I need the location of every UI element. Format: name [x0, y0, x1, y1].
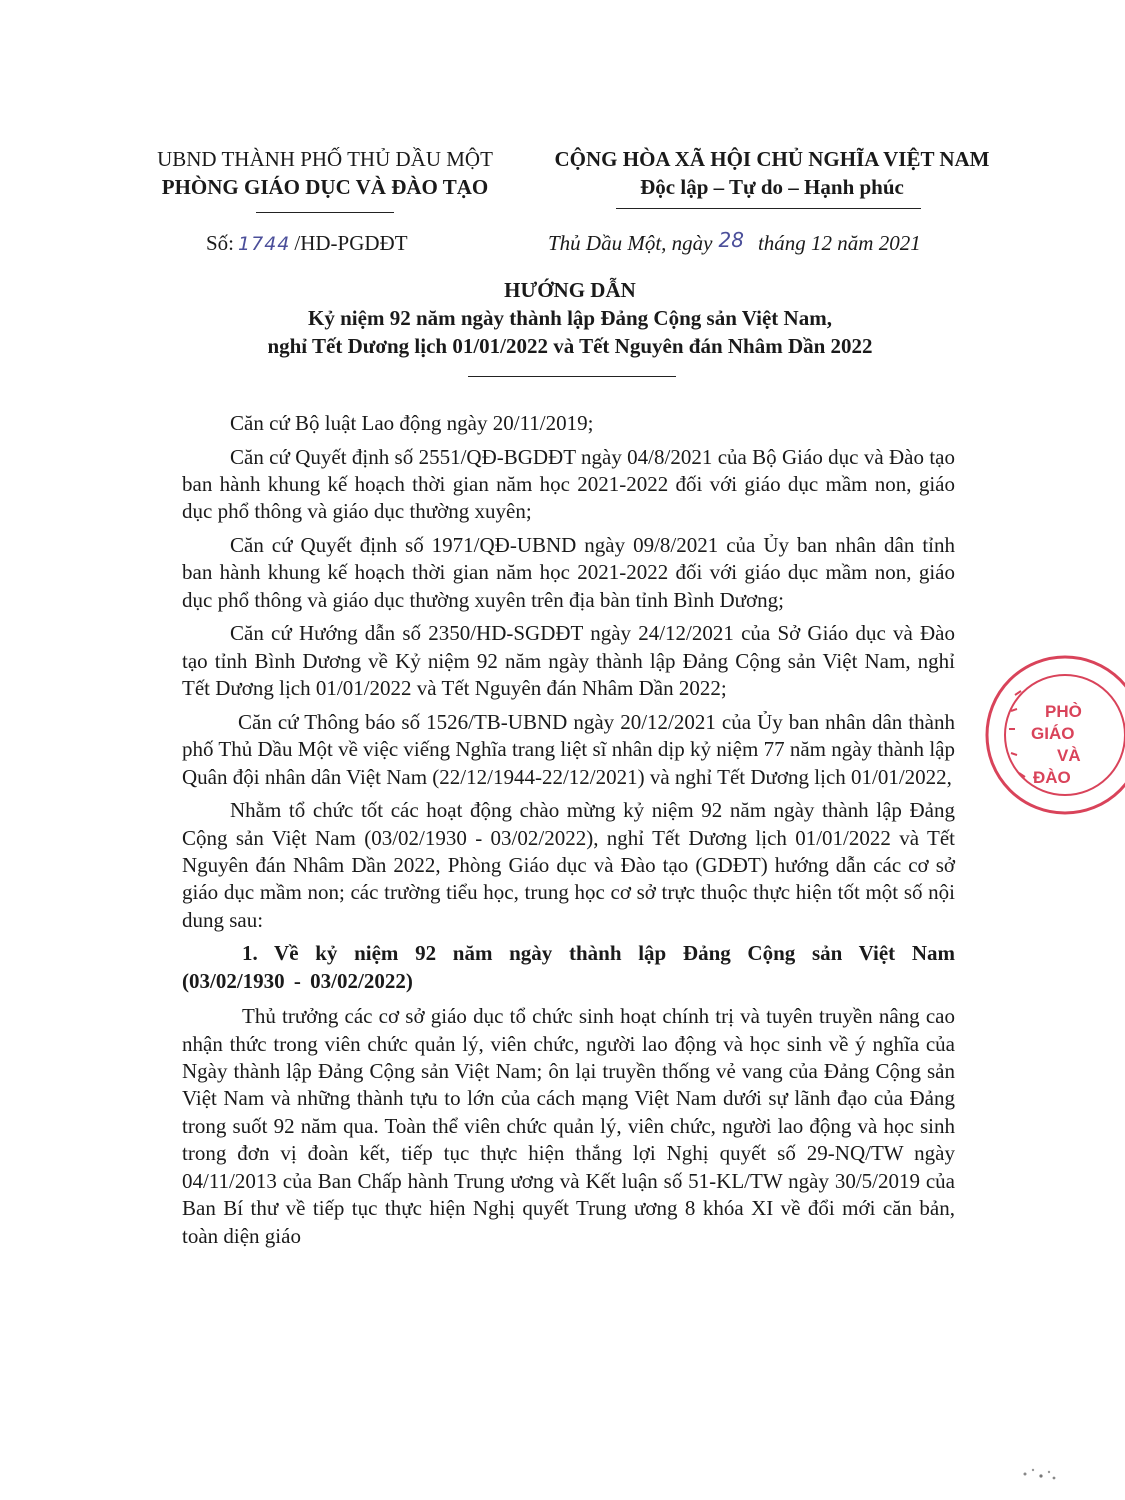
handwritten-day: 28: [718, 228, 744, 252]
title-line-1: Kỷ niệm 92 năm ngày thành lập Đảng Cộng sản Việt Nam,: [308, 306, 832, 330]
issuing-authority: [120, 145, 530, 201]
svg-text:PHÒ: PHÒ: [1045, 702, 1082, 721]
paragraph-legal-basis-3: Căn cứ Quyết định số 1971/QĐ-UBND ngày 09/8/2021 của Ủy ban nhân dân tỉnh ban hành khung kế hoạch thời gian năm học 2021-2022 đối với giáo dục mầm non, giáo dục phổ thông và giáo dục thường xuyên trên địa bàn tỉnh Bình Dương;: [182, 533, 955, 612]
number-suffix: /HD-PGDĐT: [294, 231, 408, 255]
paragraph-section-1: Thủ trưởng các cơ sở giáo dục tổ chức sinh hoạt chính trị và tuyên truyền nâng cao nhận thức trong viên chức quản lý, viên chức, người lao động và học sinh về ý nghĩa của Ngày thành lập Đảng Cộng sản Việt Nam; ôn lại truyền thống vẻ vang của Đảng Cộng sản Việt Nam và những thành tựu to lớn của cách mạng Việt Nam dưới sự lãnh đạo của Đảng trong suốt 92 năm qua. Toàn thể viên chức quản lý, viên chức, người lao động và học sinh trong đơn vị đoàn kết, tiếp tục thực hiện thắng lợi Nghị quyết số 29-NQ/TW ngày 04/11/2013 của Ban Chấp hành Trung ương và Kết luận số 51-KL/TW ngày 30/5/2019 của Ban Bí thư về tiếp tục thực hiện Nghị quyết Trung ương 8 khóa XI về đổi mới căn bản, toàn diện giáo: [182, 1004, 955, 1248]
motto-underline: [616, 208, 921, 209]
national-motto: [532, 145, 1012, 201]
document-body: [182, 410, 955, 1256]
nation-name: CỘNG HÒA XÃ HỘI CHỦ NGHĨA VIỆT NAM: [554, 147, 990, 171]
scan-artifact-icon: [1019, 1462, 1059, 1484]
paragraph-legal-basis-5: Căn cứ Thông báo số 1526/TB-UBND ngày 20/12/2021 của Ủy ban nhân dân thành phố Thủ Dầu Một về việc viếng Nghĩa trang liệt sĩ nhân dịp kỷ niệm 77 năm ngày thành lập Quân đội nhân dân Việt Nam (22/12/1944-22/12/2021) và nghỉ Tết Dương lịch 01/01/2022,: [182, 709, 955, 789]
paragraph-legal-basis-1: Căn cứ Bộ luật Lao động ngày 20/11/2019;: [230, 411, 594, 435]
paragraph-legal-basis-4: Căn cứ Hướng dẫn số 2350/HD-SGDĐT ngày 24/12/2021 của Sở Giáo dục và Đào tạo tỉnh Bình Dương về Kỷ niệm 92 năm ngày thành lập Đảng Cộng sản Việt Nam, nghỉ Tết Dương lịch 01/01/2022 và Tết Nguyên đán Nhâm Dần 2022;: [182, 621, 955, 701]
paragraph-purpose: Nhằm tổ chức tốt các hoạt động chào mừng kỷ niệm 92 năm ngày thành lập Đảng Cộng sản Việt Nam (03/02/1930 - 03/02/2022), nghỉ Tết Dương lịch 01/01/2022 và Tết Nguyên đán Nhâm Dần 2022, Phòng Giáo dục và Đào tạo (GDĐT) hướng dẫn các cơ sở giáo dục mầm non; các trường tiểu học, trung học cơ sở trực thuộc thực hiện tốt một số nội dung sau:: [182, 798, 955, 932]
number-prefix: Số:: [206, 231, 235, 255]
svg-text:ĐÀO: ĐÀO: [1033, 768, 1071, 787]
title-main: HƯỚNG DẪN: [504, 278, 636, 302]
date-suffix: tháng 12 năm 2021: [757, 231, 921, 255]
handwritten-number: 1744: [238, 233, 291, 255]
paragraph-legal-basis-2: Căn cứ Quyết định số 2551/QĐ-BGDĐT ngày 04/8/2021 của Bộ Giáo dục và Đào tạo ban hành khung kế hoạch thời gian năm học 2021-2022 đối với giáo dục mầm non, giáo dục phổ thông và giáo dục thường xuyên;: [182, 444, 955, 524]
document-title: [120, 276, 1020, 360]
date-prefix: Thủ Dầu Một, ngày: [548, 231, 713, 255]
authority-underline: [256, 212, 394, 213]
official-seal-icon: [985, 655, 1125, 815]
authority-parent: UBND THÀNH PHỐ THỦ DẦU MỘT: [157, 147, 493, 171]
motto: Độc lập – Tự do – Hạnh phúc: [640, 175, 904, 199]
section-heading-1: 1. Về kỷ niệm 92 năm ngày thành lập Đảng Cộng sản Việt Nam (03/02/1930 - 03/02/2022): [182, 941, 955, 993]
authority-name: PHÒNG GIÁO DỤC VÀ ĐÀO TẠO: [161, 175, 489, 199]
title-underline: [468, 376, 676, 377]
svg-text:VÀ: VÀ: [1057, 746, 1081, 765]
document-date: [548, 229, 921, 257]
title-line-2: nghỉ Tết Dương lịch 01/01/2022 và Tết Nguyên đán Nhâm Dần 2022: [267, 334, 873, 358]
document-number: [206, 229, 408, 258]
svg-text:GIÁO: GIÁO: [1031, 724, 1075, 743]
